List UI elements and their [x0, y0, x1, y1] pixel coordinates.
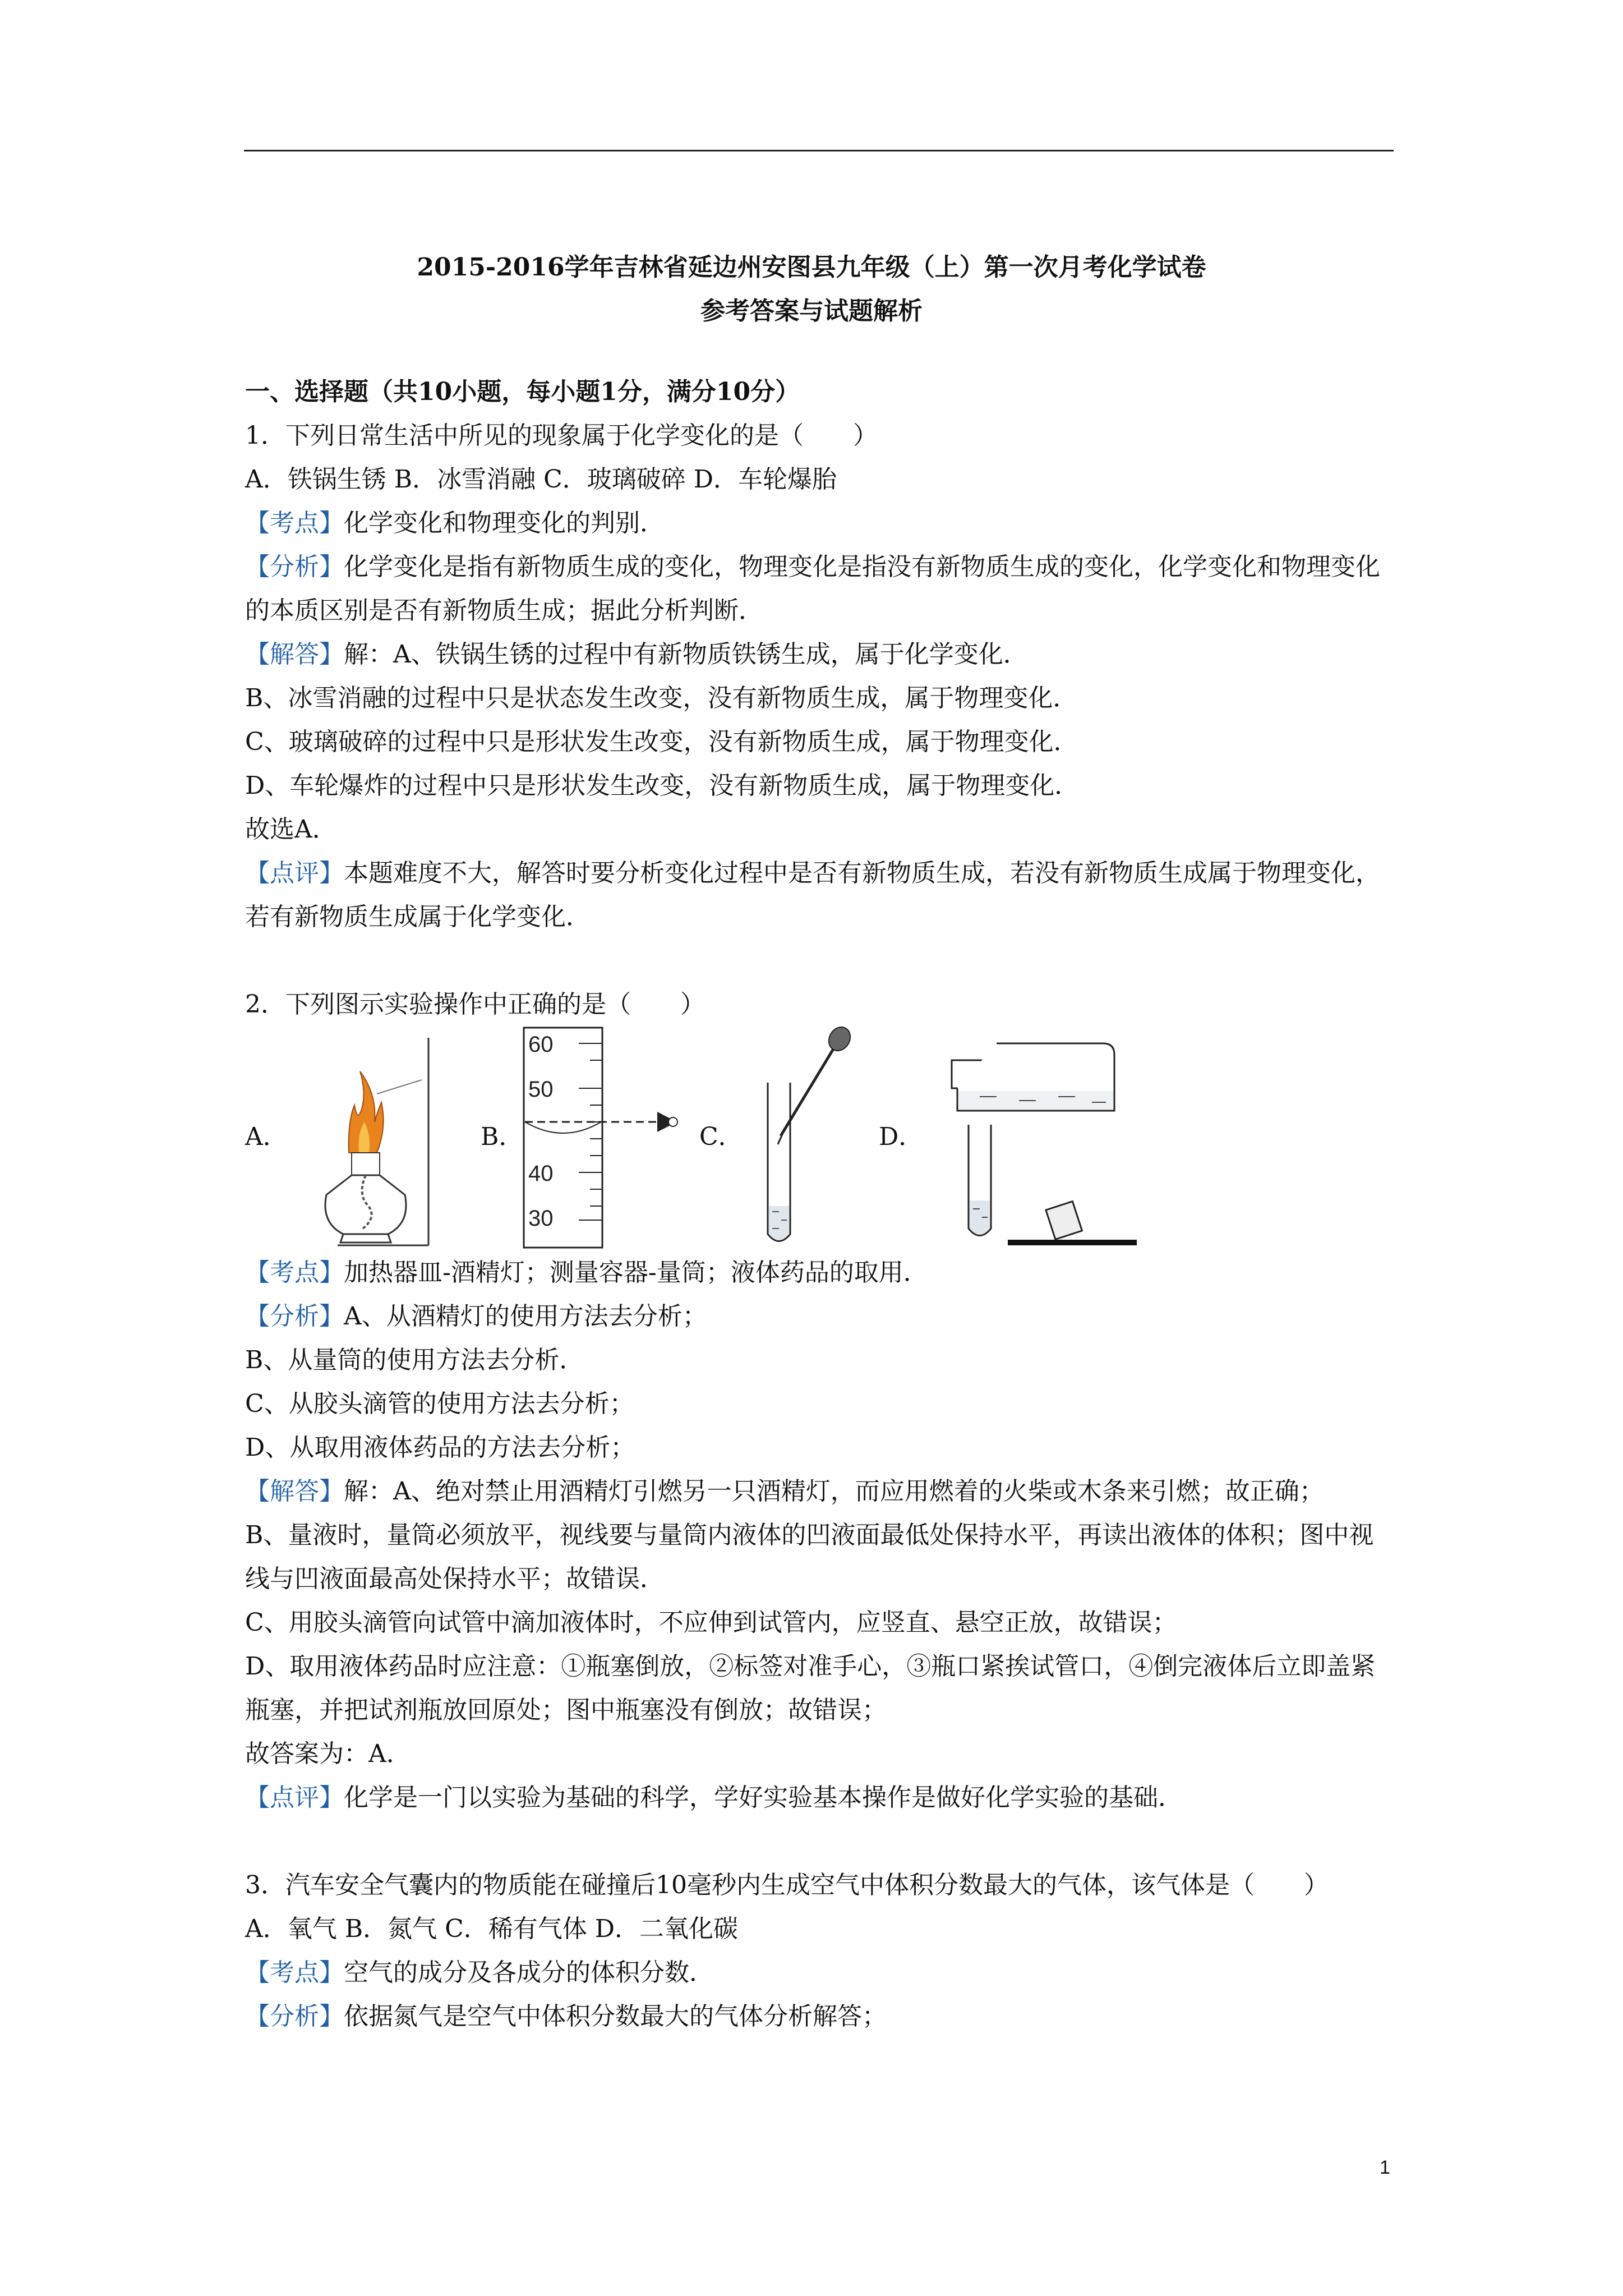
q2-jieda: 【解答】解：A、绝对禁止用酒精灯引燃另一只酒精灯，而应用燃着的火柴或木条来引燃；故正确；: [245, 1477, 1324, 1506]
option-c: [699, 1027, 901, 1251]
q1-stem: 1．下列日常生活中所见的现象属于化学变化的是（ ）: [245, 421, 878, 450]
q2-jieda-d: D、取用液体药品时应注意：①瓶塞倒放，②标签对准手心，③瓶口紧挨试管口，④倒完液体后立即盖紧瓶塞，并把试剂瓶放回原处；图中瓶塞没有倒放；故错误；: [245, 1652, 1376, 1724]
header-rule: [244, 150, 1394, 151]
q1-jieda-b: B、冰雪消融的过程中只是状态发生改变，没有新物质生成，属于物理变化．: [245, 684, 1078, 712]
option-a-label: A．: [245, 1122, 288, 1151]
q2-fenxi: 【分析】A、从酒精灯的使用方法去分析；: [245, 1302, 707, 1331]
q2-jieda-b: B、量液时，量筒必须放平，视线要与量筒内液体的凹液面最低处保持水平，再读出液体的体积；图中视线与凹液面最高处保持水平；故错误．: [245, 1521, 1374, 1593]
kaodian-tag: 【考点】: [245, 1958, 344, 1987]
tick-30: 30: [528, 1206, 554, 1231]
dianping-tag: 【点评】: [245, 859, 344, 887]
q2-figures: [245, 1027, 1395, 1251]
q1-dianping: 【点评】本题难度不大，解答时要分析变化过程中是否有新物质生成，若没有新物质生成属于物理变化，若有新物质生成属于化学变化．: [245, 859, 1380, 931]
option-b: [481, 1027, 694, 1251]
option-d-label: D．: [879, 1122, 924, 1151]
q1-jieda-c: C、玻璃破碎的过程中只是形状发生改变，没有新物质生成，属于物理变化．: [245, 728, 1078, 756]
fenxi-tag: 【分析】: [245, 553, 344, 581]
q1-answer: 故选A．: [245, 815, 337, 844]
q2-fenxi-c: C、从胶头滴管的使用方法去分析；: [245, 1389, 634, 1418]
q1-fenxi: 【分析】化学变化是指有新物质生成的变化，物理变化是指没有新物质生成的变化，化学变化和物理变化的本质区别是否有新物质生成；据此分析判断．: [245, 553, 1380, 625]
q2-stem: 2．下列图示实验操作中正确的是（ ）: [245, 990, 705, 1019]
q3-stem: 3．汽车安全气囊内的物质能在碰撞后10毫秒内生成空气中体积分数最大的气体，该气体是（ ）: [245, 1871, 1329, 1899]
q2-jieda-c: C、用胶头滴管向试管中滴加液体时，不应伸到试管内，应竖直、悬空正放，故错误；: [245, 1608, 1177, 1637]
jieda-tag: 【解答】: [245, 1477, 344, 1506]
alcohol-lamp-icon: [287, 1027, 439, 1248]
q1-jieda: 【解答】解：A、铁锅生锈的过程中有新物质铁锈生成，属于化学变化．: [245, 640, 1028, 669]
q2-fenxi-d: D、从取用液体药品的方法去分析；: [245, 1433, 635, 1462]
measuring-cylinder-icon: [523, 1027, 691, 1251]
option-b-label: B．: [481, 1122, 524, 1151]
tick-60: 60: [528, 1032, 554, 1057]
dianping-tag: 【点评】: [245, 1783, 344, 1812]
q3-kaodian: 【考点】空气的成分及各成分的体积分数．: [245, 1958, 714, 1987]
q1-jieda-d: D、车轮爆炸的过程中只是形状发生改变，没有新物质生成，属于物理变化．: [245, 771, 1080, 800]
option-a: [245, 1027, 441, 1251]
kaodian-tag: 【考点】: [245, 509, 344, 537]
q1-kaodian: 【考点】化学变化和物理变化的判别．: [245, 509, 665, 537]
q2-fenxi-b: B、从量筒的使用方法去分析．: [245, 1346, 584, 1374]
fenxi-tag: 【分析】: [245, 2002, 344, 2031]
document-body: [245, 370, 1395, 2039]
q3-fenxi: 【分析】依据氮气是空气中体积分数最大的气体分析解答；: [245, 2002, 887, 2031]
fenxi-tag: 【分析】: [245, 1302, 344, 1331]
page-subtitle: 参考答案与试题解析: [700, 297, 923, 325]
tick-50: 50: [528, 1077, 554, 1102]
section-heading: 一、选择题（共10小题，每小题1分，满分10分）: [245, 378, 800, 406]
q2-kaodian: 【考点】加热器皿-酒精灯；测量容器-量筒；液体药品的取用．: [245, 1258, 928, 1287]
q2-dianping: 【点评】化学是一门以实验为基础的科学，学好实验基本操作是做好化学实验的基础．: [245, 1783, 1183, 1812]
page-title: 2015-2016学年吉林省延边州安图县九年级（上）第一次月考化学试卷: [417, 253, 1206, 282]
q1-options: A．铁锅生锈 B．冰雪消融 C．玻璃破碎 D．车轮爆胎: [245, 465, 837, 494]
pouring-liquid-icon: [924, 1027, 1137, 1251]
kaodian-tag: 【考点】: [245, 1258, 344, 1287]
dropper-test-tube-icon: [739, 1027, 884, 1251]
option-c-label: C．: [699, 1122, 743, 1151]
q2-answer: 故答案为：A．: [245, 1740, 411, 1768]
q3-options: A．氧气 B．氮气 C．稀有气体 D．二氧化碳: [245, 1915, 739, 1943]
option-d: [879, 1027, 1384, 1251]
tick-40: 40: [528, 1161, 554, 1186]
page-number: 1: [1380, 2157, 1390, 2178]
jieda-tag: 【解答】: [245, 640, 344, 669]
